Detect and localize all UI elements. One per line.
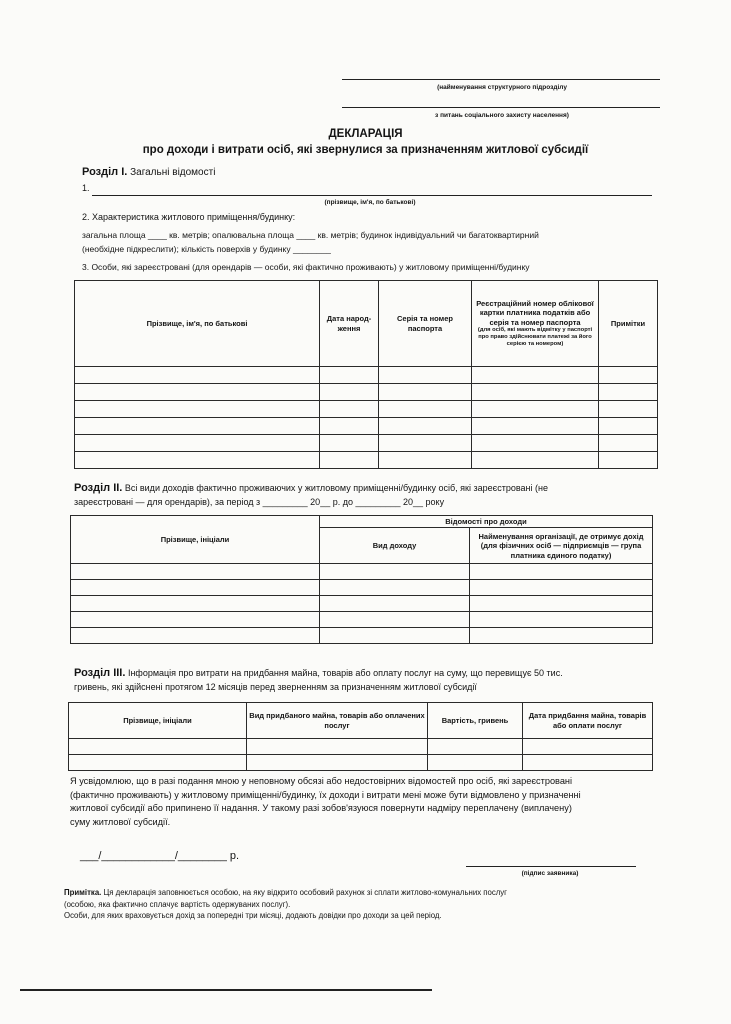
table-cell[interactable]	[71, 596, 320, 612]
table-cell[interactable]	[472, 452, 599, 469]
section3-heading	[74, 667, 563, 679]
table-cell[interactable]	[470, 612, 653, 628]
table-cell[interactable]	[599, 367, 658, 384]
unit-name-line	[342, 79, 660, 80]
table-cell[interactable]	[470, 564, 653, 580]
table-cell[interactable]	[470, 596, 653, 612]
expenses-header-row	[69, 703, 653, 739]
table-cell[interactable]	[71, 580, 320, 596]
table-cell[interactable]	[320, 628, 470, 644]
table-row	[75, 452, 658, 469]
section1-heading	[82, 166, 215, 178]
table-cell[interactable]	[379, 384, 472, 401]
statement-line-4: суму житлової субсидії.	[70, 816, 171, 827]
col-tax-number-label: Реєстраційний номер облікової картки платника податків або серія та номер паспорта	[476, 299, 594, 327]
table-row	[69, 755, 653, 771]
table-cell[interactable]	[75, 367, 320, 384]
col-income-org: Найменування організації, де отримує дохід (для фізичних осіб — підприємців — група платника єдиного податку)	[470, 528, 653, 564]
table-row	[75, 418, 658, 435]
section2-heading	[74, 482, 548, 494]
table-cell[interactable]	[320, 384, 379, 401]
col-expense-name: Прізвище, ініціали	[69, 703, 247, 739]
table-cell[interactable]	[523, 739, 653, 755]
table-cell[interactable]	[599, 452, 658, 469]
table-cell[interactable]	[379, 435, 472, 452]
table-cell[interactable]	[69, 739, 247, 755]
table-row	[71, 612, 653, 628]
col-expense-date: Дата придбання майна, товарів або оплати послуг	[523, 703, 653, 739]
table-cell[interactable]	[320, 401, 379, 418]
note-text-1: Ця декларація заповнюється особою, на яку відкрито особовий рахунок зі сплати житлово-комунальних послуг	[103, 888, 508, 897]
table-row	[71, 628, 653, 644]
section3-label: Розділ ІІІ.	[74, 667, 126, 679]
table-row	[71, 580, 653, 596]
table-header-row	[75, 281, 658, 367]
table-cell[interactable]	[379, 418, 472, 435]
note-label: Примітка.	[64, 888, 102, 897]
full-name-caption: (прізвище, ім'я, по батькові)	[324, 199, 416, 206]
table-cell[interactable]	[75, 384, 320, 401]
table-cell[interactable]	[75, 401, 320, 418]
table-row	[75, 401, 658, 418]
table-cell[interactable]	[320, 435, 379, 452]
col-income-type: Вид доходу	[320, 528, 470, 564]
signature-line[interactable]	[466, 866, 636, 867]
note-line-3: Особи, для яких враховується дохід за попередні три місяці, додають довідки про доходи за цей період.	[64, 911, 442, 920]
housing-line-1: загальна площа ____ кв. метрів; опалювальна площа ____ кв. метрів; будинок індивідуальний чи багатоквартирний	[82, 230, 539, 240]
income-header-row-1	[71, 516, 653, 528]
table-cell[interactable]	[599, 418, 658, 435]
table-row	[75, 384, 658, 401]
social-dept-line	[342, 107, 660, 108]
table-cell[interactable]	[599, 384, 658, 401]
table-cell[interactable]	[75, 435, 320, 452]
table-cell[interactable]	[247, 755, 428, 771]
statement-text	[70, 775, 660, 829]
table-cell[interactable]	[71, 564, 320, 580]
note-line-2: (особою, яка фактично сплачує вартість одержуваних послуг).	[64, 899, 291, 909]
col-tax-number-note: (для осіб, які мають відмітку у паспорті про право здійснювати платежі за його серією та номером)	[477, 327, 593, 348]
col-birth-date: Дата народ-ження	[320, 281, 379, 367]
table-cell[interactable]	[320, 564, 470, 580]
table-cell[interactable]	[472, 367, 599, 384]
table-cell[interactable]	[320, 452, 379, 469]
col-income-group: Відомості про доходи	[320, 516, 653, 528]
social-caption: з питань соціального захисту населення)	[435, 112, 569, 119]
table-cell[interactable]	[379, 401, 472, 418]
col-expense-kind: Вид придбаного майна, товарів або оплачених послуг	[247, 703, 428, 739]
housing-line-2: (необхідне підкреслити); кількість поверхів у будинку ________	[82, 244, 331, 254]
col-passport: Серія та номер паспорта	[379, 281, 472, 367]
table-cell[interactable]	[470, 580, 653, 596]
section1-title: Загальні відомості	[130, 167, 216, 178]
section1-label: Розділ І.	[82, 166, 128, 178]
col-expense-cost: Вартість, гривень	[428, 703, 523, 739]
table-cell[interactable]	[472, 435, 599, 452]
statement-line-3: житлової субсидії або припинено її надання. У такому разі зобов'язуюся повернути надміру переплачену (виплачену)	[70, 803, 572, 813]
table-cell[interactable]	[379, 452, 472, 469]
page-title: ДЕКЛАРАЦІЯ	[328, 128, 403, 140]
page-subtitle: про доходи і витрати осіб, які звернулися за призначенням житлової субсидії	[142, 144, 589, 156]
table-cell[interactable]	[247, 739, 428, 755]
col-tax-number	[472, 281, 599, 367]
section2-title: Всі види доходів фактично проживаючих у житловому приміщенні/будинку осіб, які зареєстровані (не	[124, 483, 548, 493]
table-row	[75, 435, 658, 452]
statement-line-1: Я усвідомлюю, що в разі подання мною у неповному обсязі або недостовірних відомостей про осіб, які зареєстровані	[70, 776, 573, 786]
table-cell[interactable]	[599, 401, 658, 418]
full-name-line	[92, 195, 652, 196]
income-table	[70, 515, 653, 644]
section3-title: Інформація про витрати на придбання майна, товарів або оплату послуг на суму, що перевищує 50 тис.	[127, 668, 563, 678]
statement-line-2: (фактично проживають) у житловому приміщенні/будинку, їх доходи і витрати мені може бути відмовлено у призначенні	[70, 789, 581, 800]
table-cell[interactable]	[599, 435, 658, 452]
table-cell[interactable]	[428, 739, 523, 755]
table-cell[interactable]	[379, 367, 472, 384]
note-block	[64, 887, 664, 922]
note-line-1	[64, 887, 664, 899]
date-field[interactable]: ___/____________/________ р.	[80, 850, 240, 862]
item3-text: 3. Особи, які зареєстровані (для орендарів — особи, які фактично проживають) у житловому приміщенні/будинку	[82, 262, 530, 272]
table-cell[interactable]	[320, 580, 470, 596]
bottom-rule	[20, 989, 432, 991]
item2-text: 2. Характеристика житлового приміщення/будинку:	[82, 212, 296, 222]
table-cell[interactable]	[320, 612, 470, 628]
table-cell[interactable]	[470, 628, 653, 644]
unit-caption: (найменування структурного підрозділу	[437, 84, 567, 91]
table-cell[interactable]	[472, 401, 599, 418]
table-cell[interactable]	[320, 596, 470, 612]
table-cell[interactable]	[71, 628, 320, 644]
col-income-name: Прізвище, ініціали	[71, 516, 320, 564]
table-cell[interactable]	[75, 418, 320, 435]
col-full-name: Прізвище, ім'я, по батькові	[75, 281, 320, 367]
registered-persons-table	[74, 280, 658, 469]
item1-number: 1.	[82, 183, 90, 193]
table-row	[69, 739, 653, 755]
section2-period: зареєстровані — для орендарів), за період з _________ 20__ р. до _________ 20__ року	[74, 497, 445, 507]
col-notes: Примітки	[599, 281, 658, 367]
table-cell[interactable]	[75, 452, 320, 469]
table-row	[71, 596, 653, 612]
table-row	[75, 367, 658, 384]
table-cell[interactable]	[472, 384, 599, 401]
table-row	[71, 564, 653, 580]
table-cell[interactable]	[523, 755, 653, 771]
signature-caption: (підпис заявника)	[521, 870, 579, 877]
table-cell[interactable]	[71, 612, 320, 628]
table-cell[interactable]	[69, 755, 247, 771]
section2-label: Розділ ІІ.	[74, 482, 123, 494]
expenses-table	[68, 702, 653, 771]
table-cell[interactable]	[320, 418, 379, 435]
table-cell[interactable]	[320, 367, 379, 384]
table-cell[interactable]	[428, 755, 523, 771]
section3-period: гривень, які здійснені протягом 12 місяців перед зверненням за призначенням житлової субсидії	[74, 682, 477, 692]
table-cell[interactable]	[472, 418, 599, 435]
